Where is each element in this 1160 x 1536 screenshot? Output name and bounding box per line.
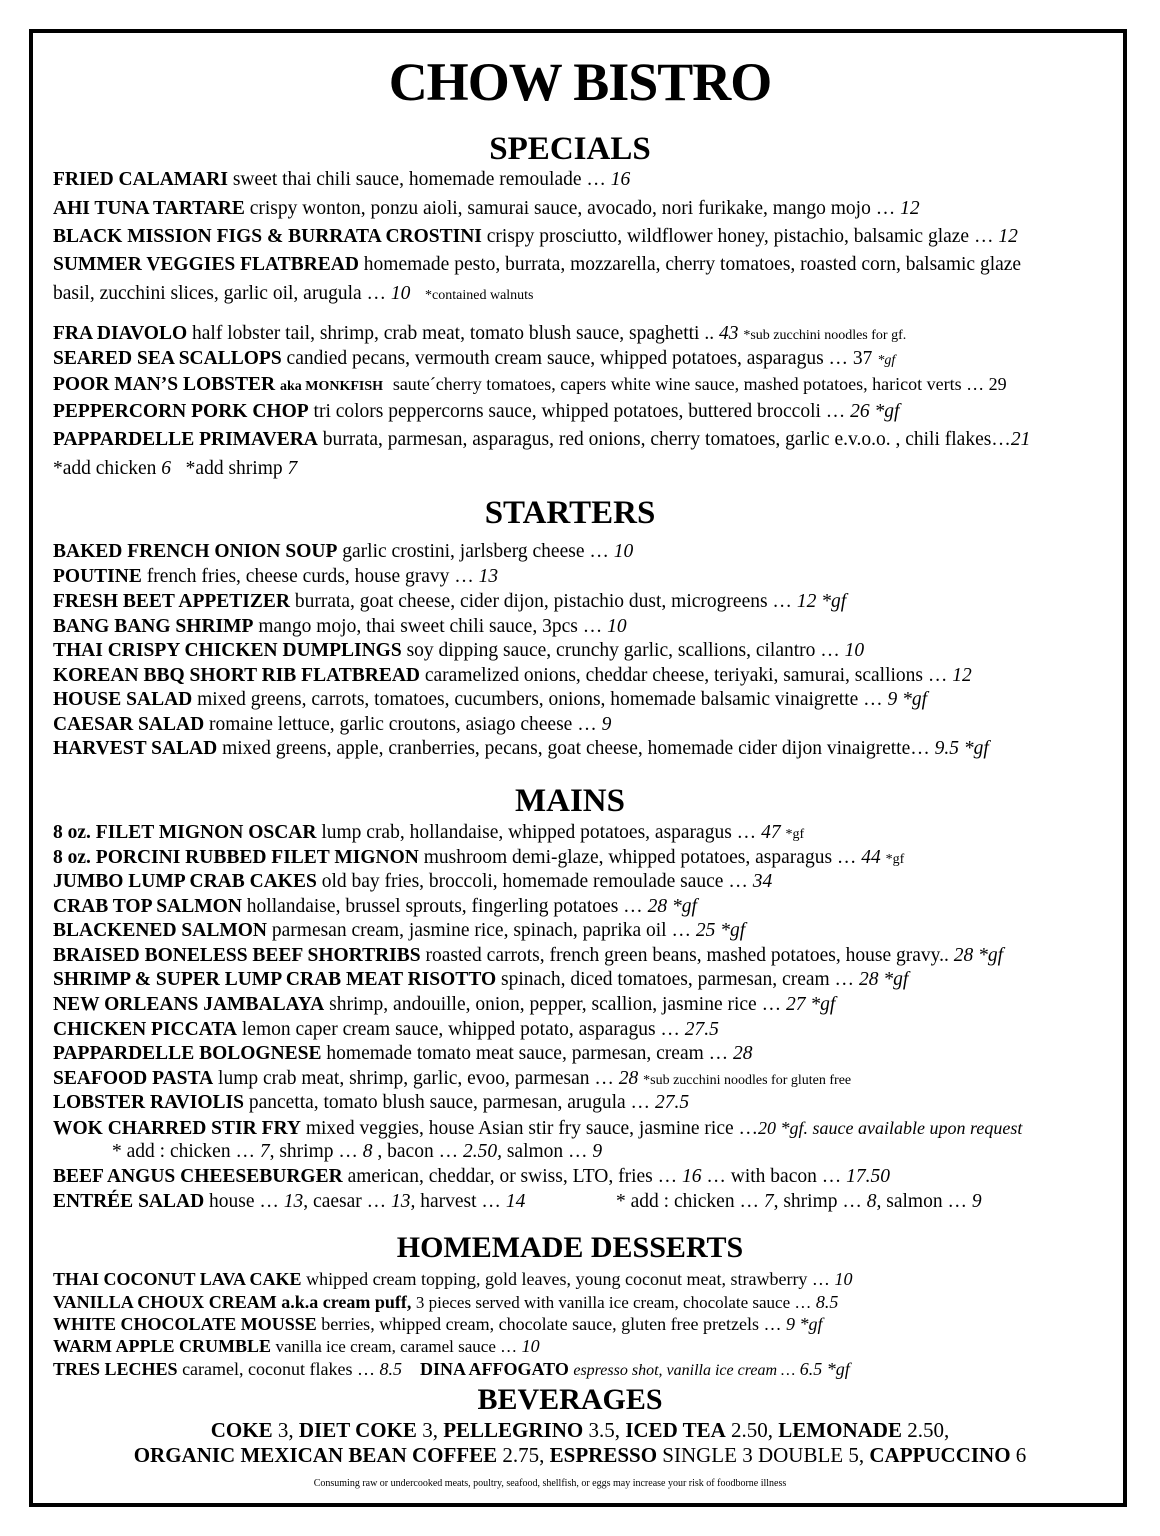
- item-aka: aka MONKFISH: [279, 379, 384, 394]
- item-desc: parmesan cream, jasmine rice, spinach, paprika oil …: [271, 920, 691, 941]
- item-name: HOUSE SALAD: [53, 689, 193, 710]
- item-name: SEARED SEA SCALLOPS: [53, 348, 282, 369]
- item-desc: pancetta, tomato blush sauce, parmesan, arugula …: [248, 1092, 651, 1113]
- item-name: KOREAN BBQ SHORT RIB FLATBREAD: [53, 665, 420, 686]
- menu-item: [53, 664, 972, 688]
- menu-item: [53, 1018, 719, 1042]
- item-desc: crispy prosciutto, wildflower honey, pistachio, balsamic glaze …: [486, 226, 994, 247]
- item-desc: soy dipping sauce, crunchy garlic, scallions, cilantro …: [406, 640, 840, 661]
- item-desc: harvest …: [420, 1191, 501, 1212]
- item-desc: caramel, coconut flakes …: [182, 1359, 375, 1379]
- item-desc: french fries, cheese curds, house gravy …: [146, 566, 474, 587]
- item-price: 28 *gf: [647, 896, 697, 917]
- menu-item: [53, 590, 846, 614]
- item-price: 27.5: [654, 1092, 690, 1113]
- addon-price: 7: [763, 1191, 774, 1212]
- menu-item: [53, 1165, 890, 1189]
- food-safety-disclaimer: Consuming raw or undercooked meats, poultry, seafood, shellfish, or eggs may increase your risk of foodborne illness: [313, 1478, 787, 1489]
- item-name: WHITE CHOCOLATE MOUSSE: [53, 1314, 317, 1334]
- item-name: PEPPERCORN PORK CHOP: [53, 401, 309, 422]
- menu-item: [53, 372, 1007, 399]
- item-desc: roasted carrots, french green beans, mashed potatoes, house gravy..: [425, 945, 949, 966]
- section-mains-heading: MAINS: [514, 783, 625, 819]
- item-name: 8 oz. FILET MIGNON OSCAR: [53, 822, 317, 843]
- item-name: WARM APPLE CRUMBLE: [53, 1336, 272, 1356]
- item-price: 10: [390, 283, 411, 304]
- beverage-price: SINGLE 3 DOUBLE 5,: [662, 1443, 865, 1467]
- item-name: CHICKEN PICCATA: [53, 1019, 237, 1040]
- menu-item: [53, 347, 895, 373]
- item-desc: burrata, parmesan, asparagus, red onions, cherry tomatoes, garlic e.v.o.o. , chili flakes…: [322, 429, 1011, 450]
- menu-item: [53, 895, 697, 919]
- beverage-price: 3.5,: [588, 1418, 620, 1442]
- item-name: THAI COCONUT LAVA CAKE: [53, 1269, 302, 1289]
- item-price: 28: [618, 1068, 639, 1089]
- item-desc: 3 pieces served with vanilla ice cream, chocolate sauce …: [415, 1293, 812, 1312]
- item-price: 26 *gf: [850, 401, 900, 422]
- item-desc: berries, whipped cream, chocolate sauce, gluten free pretzels …: [321, 1314, 782, 1334]
- item-desc: mushroom demi-glaze, whipped potatoes, asparagus …: [423, 847, 857, 868]
- beverage-price: 2.50,: [907, 1418, 950, 1442]
- item-price: 10: [844, 640, 865, 661]
- item-desc: lemon caper cream sauce, whipped potato, asparagus …: [241, 1019, 680, 1040]
- item-name: HARVEST SALAD: [53, 738, 218, 759]
- menu-item: [53, 919, 745, 943]
- menu-item-continued: [53, 282, 534, 308]
- menu-item: [53, 993, 835, 1017]
- item-desc: mixed greens, apple, cranberries, pecans, goat cheese, homemade cider dijon vinaigrette…: [222, 738, 930, 759]
- menu-item: [53, 1267, 852, 1291]
- item-price: 21: [1010, 429, 1031, 450]
- item-price: 8.5: [379, 1359, 402, 1379]
- item-note: *gf: [785, 827, 805, 842]
- item-price: 27.5: [684, 1019, 719, 1040]
- menu-item: [53, 322, 906, 348]
- menu-item: [53, 968, 908, 992]
- beverage-name: COKE: [210, 1418, 273, 1442]
- item-name: WOK CHARRED STIR FRY: [53, 1118, 301, 1139]
- restaurant-title: CHOW BISTRO: [388, 52, 772, 112]
- item-desc: espresso shot, vanilla ice cream …: [573, 1362, 796, 1379]
- item-desc: mixed veggies, house Asian stir fry sauce, jasmine rice …: [305, 1118, 759, 1139]
- addon-price: 7: [287, 458, 298, 479]
- beverage-price: 3,: [422, 1418, 438, 1442]
- item-name: DINA AFFOGATO: [419, 1359, 569, 1379]
- addon-label: salmon …: [506, 1141, 588, 1162]
- item-price: 47: [761, 822, 781, 843]
- menu-item: [53, 1312, 823, 1336]
- beverage-name: CAPPUCCINO: [869, 1443, 1011, 1467]
- addon-label: , bacon …: [377, 1141, 459, 1162]
- item-name: THAI CRISPY CHICKEN DUMPLINGS: [53, 640, 402, 661]
- section-specials-heading: SPECIALS: [489, 131, 651, 167]
- item-price: 13,: [391, 1191, 416, 1212]
- item-name: NEW ORLEANS JAMBALAYA: [53, 994, 325, 1015]
- item-price: 12: [952, 665, 972, 686]
- beverage-price: 3,: [277, 1418, 294, 1442]
- item-price: 12: [900, 198, 920, 219]
- add-ons: [616, 1190, 982, 1214]
- item-desc: spinach, diced tomatoes, parmesan, cream …: [501, 969, 855, 990]
- item-name: BLACK MISSION FIGS & BURRATA CROSTINI: [53, 226, 482, 247]
- item-name: BAKED FRENCH ONION SOUP: [53, 541, 338, 562]
- beverage-price: 2.50,: [731, 1418, 774, 1442]
- menu-item: [53, 253, 1021, 277]
- menu-item: [53, 1334, 540, 1359]
- item-desc: caramelized onions, cheddar cheese, teriyaki, samurai, scallions …: [424, 665, 948, 686]
- item-price: 17.50: [846, 1166, 890, 1187]
- item-name: CRAB TOP SALMON: [53, 896, 242, 917]
- section-starters-heading: STARTERS: [484, 495, 656, 531]
- add-ons: [112, 1140, 602, 1164]
- item-desc: half lobster tail, shrimp, crab meat, tomato blush sauce, spaghetti ..: [192, 323, 715, 344]
- item-desc: homemade pesto, burrata, mozzarella, cherry tomatoes, roasted corn, balsamic glaze: [363, 254, 1022, 275]
- add-ons: [53, 457, 297, 481]
- item-price: 16: [682, 1166, 702, 1187]
- item-name: BLACKENED SALMON: [53, 920, 267, 941]
- item-price: 28 *gf: [858, 969, 909, 990]
- item-note: *sub zucchini noodles for gluten free: [643, 1073, 852, 1088]
- section-beverages-heading: BEVERAGES: [477, 1383, 663, 1416]
- beverage-name: ICED TEA: [625, 1418, 726, 1442]
- item-desc: shrimp, andouille, onion, pepper, scallion, jasmine rice …: [329, 994, 782, 1015]
- menu-item: [53, 1067, 851, 1093]
- item-desc: saute´cherry tomatoes, capers white wine sauce, mashed potatoes, haricot verts … 29: [392, 374, 1007, 394]
- addon-label: *add shrimp: [185, 458, 283, 479]
- menu-item: [53, 944, 1003, 968]
- addon-price: 9: [971, 1191, 982, 1212]
- item-price: 43: [718, 323, 739, 344]
- item-price: 25 *gf: [695, 920, 746, 941]
- item-price: 14: [505, 1191, 526, 1212]
- menu-item: [53, 1357, 850, 1383]
- menu-item: [53, 846, 904, 872]
- item-price: 20 *gf. sauce available upon request: [758, 1118, 1023, 1138]
- menu-item: [53, 197, 920, 221]
- item-name: SHRIMP & SUPER LUMP CRAB MEAT RISOTTO: [53, 969, 497, 990]
- item-desc: basil, zucchini slices, garlic oil, arugula …: [53, 283, 387, 304]
- item-name: BEEF ANGUS CHEESEBURGER: [53, 1166, 343, 1187]
- item-name: CAESAR SALAD: [53, 714, 205, 735]
- item-name: POUTINE: [53, 566, 142, 587]
- addon-price: 8: [866, 1191, 877, 1212]
- item-name: 8 oz. PORCINI RUBBED FILET MIGNON: [53, 847, 419, 868]
- menu-item: [53, 168, 630, 192]
- menu-item: [53, 400, 899, 424]
- item-name: FRA DIAVOLO: [53, 323, 188, 344]
- item-name: POOR MAN’S LOBSTER: [53, 374, 276, 395]
- beverage-price: 2.75,: [502, 1443, 545, 1467]
- item-desc: hollandaise, brussel sprouts, fingerling potatoes …: [246, 896, 643, 917]
- item-desc: lump crab meat, shrimp, garlic, evoo, parmesan …: [218, 1068, 614, 1089]
- item-price: 10: [613, 541, 634, 562]
- item-desc: homemade tomato meat sauce, parmesan, cream …: [326, 1043, 729, 1064]
- beverage-name: ESPRESSO: [549, 1443, 658, 1467]
- item-price: 34: [752, 871, 773, 892]
- addon-label: * add : chicken …: [616, 1191, 759, 1212]
- beverage-price: 6: [1015, 1443, 1027, 1467]
- item-price: 44: [861, 847, 881, 868]
- item-desc: candied pecans, vermouth cream sauce, whipped potatoes, asparagus … 37: [286, 348, 873, 369]
- item-desc: romaine lettuce, garlic croutons, asiago cheese …: [209, 714, 597, 735]
- menu-item: [53, 1190, 525, 1214]
- item-name: FRIED CALAMARI: [53, 169, 228, 190]
- item-name: PAPPARDELLE PRIMAVERA: [53, 429, 318, 450]
- addon-price: 8: [362, 1141, 373, 1162]
- menu-item: [53, 1091, 689, 1115]
- item-price: 28: [733, 1043, 753, 1064]
- item-name: TRES LECHES: [53, 1359, 178, 1379]
- item-price: 12: [998, 226, 1018, 247]
- menu-item: [53, 1042, 753, 1066]
- menu-item: [53, 821, 804, 847]
- item-name: AHI TUNA TARTARE: [53, 198, 245, 219]
- addon-label: , shrimp …: [269, 1141, 358, 1162]
- item-desc: old bay fries, broccoli, homemade remoulade sauce …: [321, 871, 748, 892]
- item-desc: … with bacon …: [706, 1166, 842, 1187]
- item-name: SUMMER VEGGIES FLATBREAD: [53, 254, 359, 275]
- item-price: 9.5 *gf: [934, 738, 989, 759]
- item-name: BRAISED BONELESS BEEF SHORTRIBS: [53, 945, 421, 966]
- menu-item: [53, 870, 772, 894]
- item-desc: american, cheddar, or swiss, LTO, fries …: [347, 1166, 678, 1187]
- item-name: FRESH BEET APPETIZER: [53, 591, 290, 612]
- menu-item: [53, 1116, 1022, 1141]
- item-note: *gf: [877, 353, 896, 368]
- item-desc: burrata, goat cheese, cider dijon, pistachio dust, microgreens …: [294, 591, 792, 612]
- menu-item: [53, 540, 633, 564]
- beverages-line-1: [0, 1417, 1160, 1443]
- beverage-name: PELLEGRINO: [443, 1418, 584, 1442]
- item-name: ENTRÉE SALAD: [53, 1191, 205, 1212]
- item-note: *contained walnuts: [425, 288, 534, 303]
- menu-item: [53, 639, 864, 663]
- item-desc: garlic crostini, jarlsberg cheese …: [342, 541, 609, 562]
- item-note: *gf: [885, 852, 905, 867]
- item-desc: crispy wonton, ponzu aioli, samurai sauce, avocado, nori furikake, mango mojo …: [249, 198, 896, 219]
- item-price: 10: [834, 1269, 853, 1289]
- item-name: SEAFOOD PASTA: [53, 1068, 214, 1089]
- addon-label: , salmon …: [876, 1191, 967, 1212]
- item-price: 27 *gf: [785, 994, 836, 1015]
- menu-item: [53, 225, 1018, 249]
- item-desc: , caesar …: [303, 1191, 387, 1212]
- item-price: 10: [607, 616, 627, 637]
- item-desc: tri colors peppercorns sauce, whipped potatoes, buttered broccoli …: [313, 401, 846, 422]
- section-desserts-heading: HOMEMADE DESSERTS: [396, 1231, 744, 1264]
- item-name: BANG BANG SHRIMP: [53, 616, 254, 637]
- item-desc: mango mojo, thai sweet chili sauce, 3pcs …: [258, 616, 603, 637]
- item-price: 13: [283, 1191, 304, 1212]
- item-name: PAPPARDELLE BOLOGNESE: [53, 1043, 322, 1064]
- item-price: 9 *gf: [786, 1314, 823, 1334]
- item-price: 12 *gf: [796, 591, 847, 612]
- addon-label: , shrimp …: [773, 1191, 862, 1212]
- beverage-name: DIET COKE: [298, 1418, 417, 1442]
- item-price: 13: [478, 566, 499, 587]
- item-price: 28 *gf: [953, 945, 1004, 966]
- item-desc: house …: [209, 1191, 279, 1212]
- menu-item: [53, 737, 989, 761]
- item-desc: sweet thai chili sauce, homemade remoulade …: [232, 169, 606, 190]
- item-name: LOBSTER RAVIOLIS: [53, 1092, 244, 1113]
- addon-price: 2.50,: [462, 1141, 502, 1162]
- addon-label: *add chicken: [53, 458, 157, 479]
- item-price: 9 *gf: [887, 689, 928, 710]
- item-desc: lump crab, hollandaise, whipped potatoes, asparagus …: [321, 822, 757, 843]
- item-desc: vanilla ice cream, caramel sauce …: [275, 1337, 518, 1356]
- item-price: 8.5: [815, 1292, 839, 1312]
- beverage-name: ORGANIC MEXICAN BEAN COFFEE: [133, 1443, 498, 1467]
- addon-label: * add : chicken …: [112, 1141, 255, 1162]
- item-price: 6.5 *gf: [799, 1359, 850, 1379]
- menu-item: [53, 713, 611, 737]
- menu-item: [53, 615, 627, 639]
- item-desc: whipped cream topping, gold leaves, young coconut meat, strawberry …: [306, 1269, 830, 1289]
- addon-price: 9: [592, 1141, 603, 1162]
- item-price: 10: [521, 1336, 540, 1356]
- addon-price: 6: [161, 458, 172, 479]
- menu-item: [53, 428, 1030, 452]
- item-price: 9: [601, 714, 612, 735]
- addon-price: 7: [259, 1141, 270, 1162]
- item-price: 16: [610, 169, 631, 190]
- item-name: VANILLA CHOUX CREAM a.k.a cream puff,: [53, 1292, 412, 1312]
- menu-item: [53, 688, 927, 712]
- beverage-name: LEMONADE: [778, 1418, 902, 1442]
- item-note: *sub zucchini noodles for gf.: [743, 328, 907, 343]
- beverages-line-2: [0, 1442, 1160, 1468]
- menu-item: [53, 565, 498, 589]
- item-name: JUMBO LUMP CRAB CAKES: [53, 871, 317, 892]
- item-desc: mixed greens, carrots, tomatoes, cucumbers, onions, homemade balsamic vinaigrette …: [197, 689, 883, 710]
